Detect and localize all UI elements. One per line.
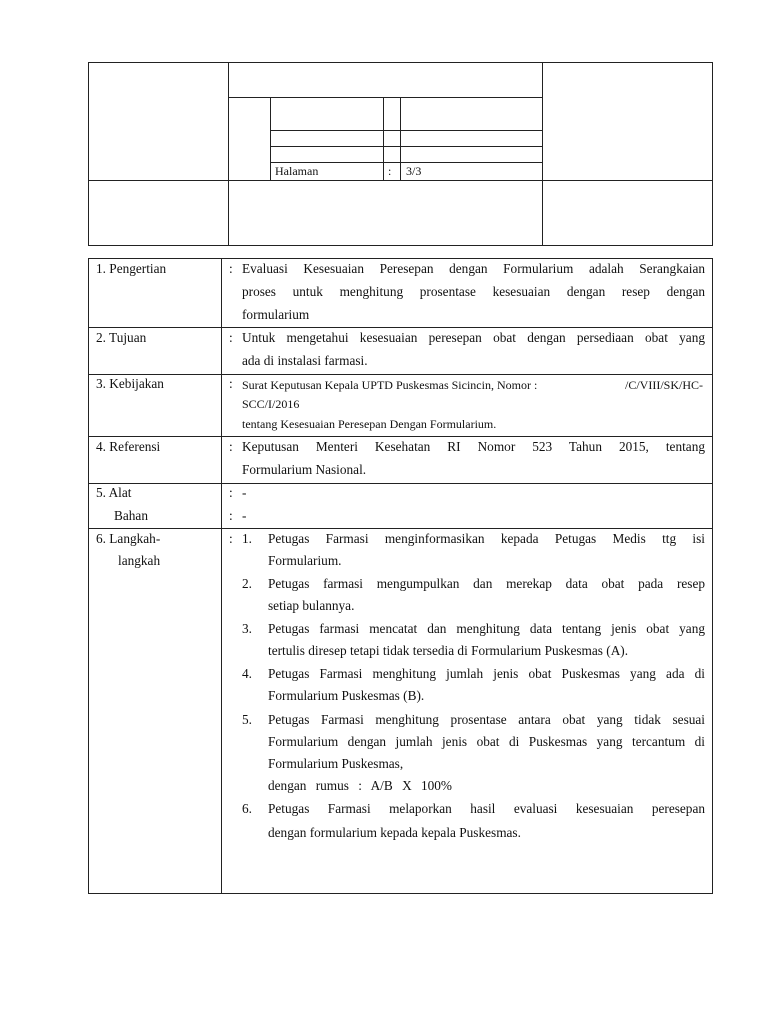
kebijakan-line-3: tentang Kesesuaian Peresepan Dengan Formularium.: [242, 417, 497, 431]
header-divider-right: [542, 62, 543, 246]
referensi-label: 4. Referensi: [96, 439, 161, 454]
step-6-line-1: Petugas Farmasi melaporkan hasil evaluasi kesesuaian peresepan: [268, 801, 705, 816]
step-4-line-2: Formularium Puskesmas (B).: [268, 688, 425, 703]
row-divider-5: [88, 528, 713, 529]
halaman-colon: :: [388, 164, 392, 178]
header-info-left: [270, 97, 271, 180]
kebijakan-label: 3. Kebijakan: [96, 376, 164, 391]
step-5-number: 5.: [242, 712, 252, 727]
alat-colon: :: [229, 485, 233, 500]
step-1-line-1: Petugas Farmasi menginformasikan kepada Petugas Medis ttg isi: [268, 531, 705, 546]
header-info-colon-right: [400, 97, 401, 180]
step-2-number: 2.: [242, 576, 252, 591]
content-divider: [221, 258, 222, 894]
step-1-line-2: Formularium.: [268, 553, 342, 568]
step-5-line-1: Petugas Farmasi menghitung prosentase antara obat yang tidak sesuai: [268, 712, 705, 727]
langkah-colon: :: [229, 531, 233, 546]
bahan-label: Bahan: [114, 508, 148, 523]
alat-label: 5. Alat: [96, 485, 132, 500]
langkah-label-2: langkah: [118, 553, 161, 568]
kebijakan-line-2: SCC/I/2016: [242, 397, 300, 411]
bahan-value: -: [242, 508, 247, 523]
step-3-line-2: tertulis diresep tetapi tidak tersedia di Formularium Puskesmas (A).: [268, 643, 629, 658]
header-info-line-1: [270, 130, 542, 131]
header-info-line-2: [270, 146, 542, 147]
header-divider-left: [228, 62, 229, 246]
step-6-line-2: dengan formularium kepada kepala Puskesmas.: [268, 825, 521, 840]
halaman-value: 3/3: [406, 164, 422, 178]
step-3-number: 3.: [242, 621, 252, 636]
referensi-line-1: Keputusan Menteri Kesehatan RI Nomor 523 Tahun 2015, tentang: [242, 439, 705, 454]
halaman-label: Halaman: [275, 164, 319, 178]
step-4-line-1: Petugas Farmasi menghitung jumlah jenis obat Puskesmas yang ada di: [268, 666, 705, 681]
row-divider-4: [88, 483, 713, 484]
step-5-line-2: Formularium dengan jumlah jenis obat di Puskesmas yang tercantum di: [268, 734, 705, 749]
referensi-line-2: Formularium Nasional.: [242, 462, 367, 477]
step-2-line-1: Petugas farmasi mengumpulkan dan merekap data obat pada resep: [268, 576, 705, 591]
step-5-line-3: Formularium Puskesmas,: [268, 756, 404, 771]
alat-value: -: [242, 485, 247, 500]
tujuan-line-2: ada di instalasi farmasi.: [242, 353, 368, 368]
tujuan-colon: :: [229, 330, 233, 345]
row-divider-1: [88, 327, 713, 328]
step-1-number: 1.: [242, 531, 252, 546]
step-3-line-1: Petugas farmasi mencatat dan menghitung data tentang jenis obat yang: [268, 621, 705, 636]
row-divider-3: [88, 436, 713, 437]
bahan-colon: :: [229, 508, 233, 523]
rumus: dengan rumus : A/B X 100%: [268, 778, 453, 793]
kebijakan-nomor-suffix: /C/VIII/SK/HC-: [625, 378, 703, 392]
pengertian-label: 1. Pengertian: [96, 261, 167, 276]
pengertian-colon: :: [229, 261, 233, 276]
langkah-label: 6. Langkah-: [96, 531, 161, 546]
tujuan-label: 2. Tujuan: [96, 330, 147, 345]
tujuan-line-1: Untuk mengetahui kesesuaian peresepan obat dengan persediaan obat yang: [242, 330, 705, 345]
row-divider-2: [88, 374, 713, 375]
header-row-divider: [88, 180, 713, 181]
header-info-colon-left: [383, 97, 384, 180]
kebijakan-line-1: Surat Keputusan Kepala UPTD Puskesmas Sicincin, Nomor :: [242, 378, 538, 392]
pengertian-line-2: proses untuk menghitung prosentase kesesuaian dengan resep dengan: [242, 284, 705, 299]
header-title-divider: [228, 97, 542, 98]
step-4-number: 4.: [242, 666, 252, 681]
step-6-number: 6.: [242, 801, 252, 816]
referensi-colon: :: [229, 439, 233, 454]
pengertian-line-1: Evaluasi Kesesuaian Peresepan dengan Formularium adalah Serangkaian: [242, 261, 705, 276]
pengertian-line-3: formularium: [242, 307, 310, 322]
kebijakan-colon: :: [229, 376, 233, 391]
step-2-line-2: setiap bulannya.: [268, 598, 355, 613]
